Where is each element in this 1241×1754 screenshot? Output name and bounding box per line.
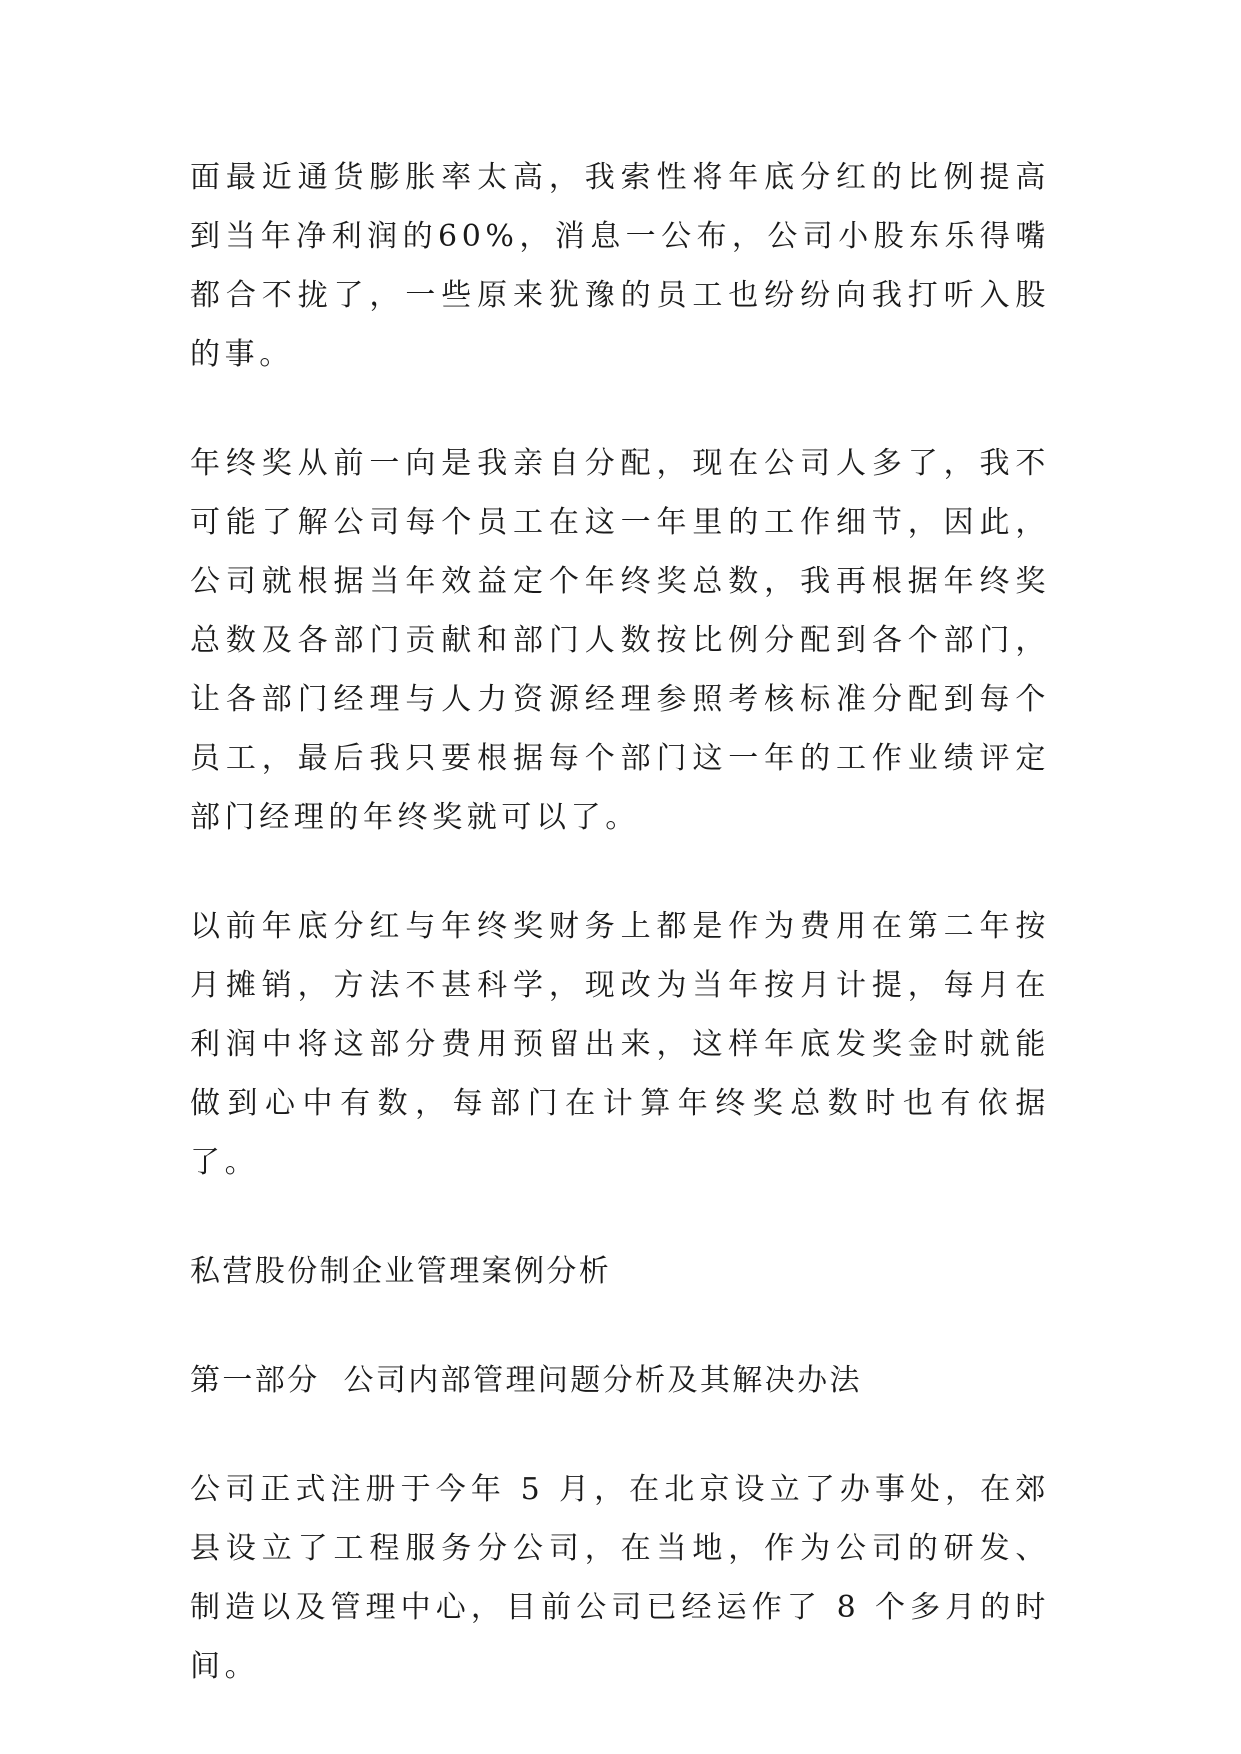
document-body <box>190 148 1050 1746</box>
document-title: 私营股份制企业管理案例分析 <box>190 1254 612 1289</box>
section-heading: 第一部分 公司内部管理问题分析及其解决办法 <box>190 1363 862 1398</box>
paragraph-year-end-bonus: 年终奖从前一向是我亲自分配，现在公司人多了，我不可能了解公司每个员工在这一年里的工作细节，因此，公司就根据当年效益定个年终奖总数，我再根据年终奖总数及各部门贡献和部门人数按比例分配到各个部门，让各部门经理与人力资源经理参照考核标准分配到每个员工，最后我只要根据每个部门这一年的工作业绩评定部门经理的年终奖就可以了。 <box>190 446 1050 835</box>
paragraph-company-intro: 公司正式注册于今年 5 月，在北京设立了办事处，在郊县设立了工程服务分公司，在当地，作为公司的研发、制造以及管理中心，目前公司已经运作了 8 个多月的时间。 <box>190 1472 1050 1684</box>
paragraph-dividend: 面最近通货膨胀率太高，我索性将年底分红的比例提高到当年净利润的60%，消息一公布，公司小股东乐得嘴都合不拢了，一些原来犹豫的员工也纷纷向我打听入股的事。 <box>190 160 1050 372</box>
paragraph-accounting: 以前年底分红与年终奖财务上都是作为费用在第二年按月摊销，方法不甚科学，现改为当年按月计提，每月在利润中将这部分费用预留出来，这样年底发奖金时就能做到心中有数，每部门在计算年终奖总数时也有依据了。 <box>190 909 1050 1180</box>
